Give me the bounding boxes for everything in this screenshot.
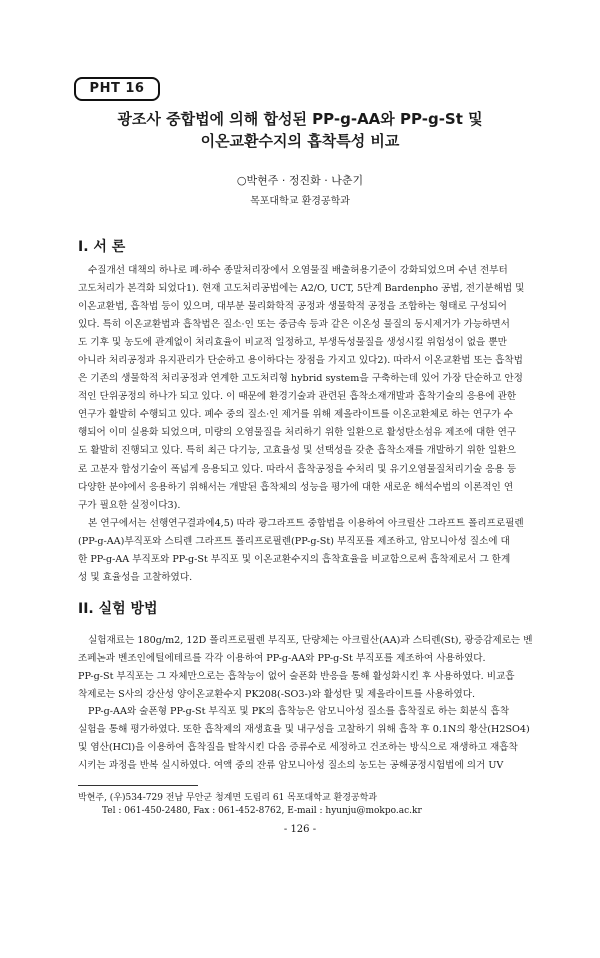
footnote-divider — [78, 785, 198, 786]
section-heading-intro: I. 서 론 — [78, 239, 126, 255]
text-line: 아니라 처리공정과 유지관리가 단순하고 용이하다는 장점을 가지고 있다2). 따라서 이온교환법 또는 흡착법 — [78, 355, 523, 367]
text-line: 도 활발히 진행되고 있다. 특히 최근 다기능, 고효율성 및 선택성을 갖춘 흡착소재를 개발하기 위한 일환으 — [78, 445, 517, 457]
title-line-1: 광조사 중합법에 의해 합성된 PP-g-AA와 PP-g-St 및 — [117, 110, 483, 128]
title-line-2: 이온교환수지의 흡착특성 비교 — [200, 132, 400, 150]
session-tag: PHT 16 — [74, 77, 160, 101]
text-line: PP-g-AA와 술폰형 PP-g-St 부직포 및 PK의 흡착능은 암모니아성 질소를 흡착질로 하는 회분식 흡착 — [88, 706, 510, 717]
footnote-contact: Tel : 061-450-2480, Fax : 061-452-8762, E-mail : hyunju@mokpo.ac.kr — [102, 806, 422, 816]
text-line: 고도처리가 본격화 되었다1). 현재 고도처리공법에는 A2/O, UCT, 5단계 Bardenpho 공법, 전기분해법 및 — [78, 283, 525, 295]
text-line: (PP-g-AA)부직포와 스티렌 그라프트 폴리프로필렌(PP-g-St) 부직포를 제조하고, 암모니아성 질소에 대 — [78, 536, 510, 548]
text-line: 착제로는 S사의 강산성 양이온교환수지 PK208(-SO3-)와 활성탄 및 제올라이트를 사용하였다. — [78, 689, 476, 701]
intro-paragraph-2 — [78, 515, 548, 587]
text-line: 본 연구에서는 선행연구결과에4,5) 따라 광그라프트 중합법을 이용하여 아크릴산 그라프트 폴리프로필렌 — [88, 518, 524, 529]
intro-paragraph-1 — [78, 262, 548, 515]
text-line: 이온교환법, 흡착법 등이 있으며, 대부분 물리화학적 공정과 생물학적 공정을 조합하는 형태로 구성되어 — [78, 301, 507, 313]
text-line: 성 및 효율성을 고찰하였다. — [78, 572, 193, 584]
text-line: 있다. 특히 이온교환법과 흡착법은 질소·인 또는 중금속 등과 같은 이온성 물질의 동시제거가 가능하면서 — [78, 319, 510, 331]
text-line: 실험을 통해 평가하였다. 또한 흡착제의 재생효율 및 내구성을 고찰하기 위해 흡착 후 0.1N의 황산(H2SO4) — [78, 724, 530, 736]
text-line: 및 염산(HCl)을 이용하여 흡착질을 탈착시킨 다음 증류수로 세정하고 건조하는 방식으로 재생하고 재흡착 — [78, 742, 518, 754]
text-line: PP-g-St 부직포는 그 자체만으로는 흡착능이 없어 술폰화 반응을 통해 활성화시킨 후 사용하였다. 비교흡 — [78, 671, 515, 683]
footnote-address: 박현주, (우)534-729 전남 무안군 청계면 도림리 61 목포대학교 환경공학과 — [78, 793, 377, 803]
section-heading-methods: II. 실험 방법 — [78, 601, 158, 617]
text-line: 다양한 분야에서 응용하기 위해서는 개발된 흡착체의 성능을 평가에 대한 새로운 해석수법의 이론적인 연 — [78, 481, 514, 493]
text-line: 은 기존의 생물학적 처리공정과 연계한 고도처리형 hybrid system을 구축하는데 있어 가장 단순하고 안정 — [78, 373, 523, 385]
text-line: 수질개선 대책의 하나로 폐·하수 종말처리장에서 오염물질 배출허용기준이 강화되었으며 수년 전부터 — [88, 265, 508, 276]
text-line: 적인 단위공정의 하나가 되고 있다. 이 때문에 환경기술과 관련된 흡착소재개발과 흡착기술의 응용에 관한 — [78, 391, 517, 403]
text-line: 로 고분자 합성기술이 폭넓게 응용되고 있다. 따라서 흡착공정을 수처리 및 유기오염물질처리기술 응용 등 — [78, 463, 517, 475]
affiliation: 목포대학교 환경공학과 — [250, 196, 350, 207]
text-line: 실험재료는 180g/m2, 12D 폴리프로필렌 부직포, 단량체는 아크릴산(AA)과 스티렌(St), 광증감제로는 벤 — [88, 635, 533, 646]
page-number: - 126 - — [283, 824, 317, 835]
text-line: 시키는 과정을 반복 실시하였다. 여액 중의 잔류 암모니아성 질소의 농도는 공해공정시험법에 의거 UV — [78, 760, 504, 772]
text-line: 한 PP-g-AA 부직포와 PP-g-St 부직포 및 이온교환수지의 흡착효율을 비교함으로써 흡착제로서 그 한계 — [78, 554, 511, 566]
methods-paragraph-1 — [78, 632, 548, 704]
text-line: 조페논과 벤조인에틸에테르를 각각 이용하여 PP-g-AA와 PP-g-St 부직포를 제조하여 사용하였다. — [78, 653, 486, 665]
text-line: 행되어 이미 실용화 되었으며, 미량의 오염물질을 처리하기 위한 일환으로 활성탄소섬유 제조에 대한 연구 — [78, 427, 517, 439]
authors: ○박현주 · 정진화 · 나춘기 — [236, 174, 364, 187]
methods-paragraph-2 — [78, 703, 548, 775]
text-line: 구가 필요한 실정이다3). — [78, 499, 181, 511]
text-line: 도 기후 및 농도에 관계없이 처리효율이 비교적 일정하고, 부생독성물질을 생성시킬 위험성이 없을 뿐만 — [78, 337, 507, 349]
text-line: 연구가 활발히 수행되고 있다. 폐수 중의 질소·인 제거를 위해 제올라이트를 이온교환체로 하는 연구가 수 — [78, 409, 513, 421]
